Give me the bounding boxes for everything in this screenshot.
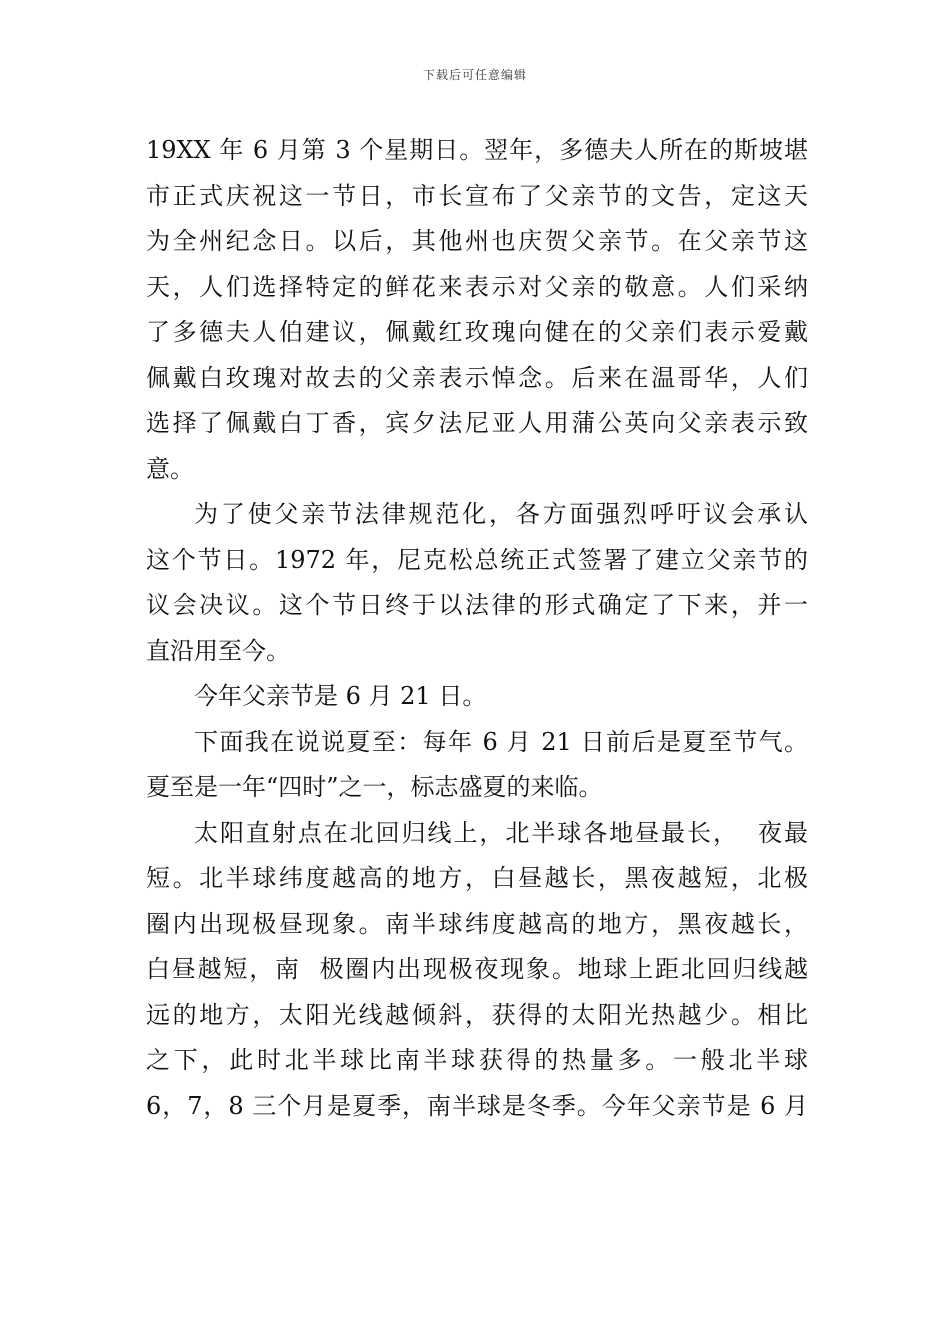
text-line: 天，人们选择特定的鲜花来表示对父亲的敬意。人们采纳 xyxy=(146,272,808,301)
paragraph-5 xyxy=(146,811,808,1130)
text-line: 佩戴白玫瑰对故去的父亲表示悼念。后来在温哥华，人们 xyxy=(146,363,808,392)
text-line: 白昼越短，南 极圈内出现极夜现象。地球上距北回归线越 xyxy=(146,955,808,983)
text-line: 意。 xyxy=(146,454,194,483)
paragraph-1 xyxy=(146,128,808,492)
text-line: 为全州纪念日。以后，其他州也庆贺父亲节。在父亲节这 xyxy=(146,227,808,255)
paragraph-3 xyxy=(146,674,808,720)
paragraph-4 xyxy=(146,720,808,811)
text-line: 6，7，8 三个月是夏季，南半球是冬季。今年父亲节是 6 月 xyxy=(146,1091,808,1120)
text-line: 了多德夫人伯建议，佩戴红玫瑰向健在的父亲们表示爱戴 xyxy=(146,318,808,346)
text-line: 远的地方，太阳光线越倾斜，获得的太阳光热越少。相比 xyxy=(146,1000,808,1029)
text-line: 这个节日。1972 年，尼克松总统正式签署了建立父亲节的 xyxy=(146,545,808,574)
text-line: 太阳直射点在北回归线上，北半球各地昼最长， 夜最 xyxy=(194,818,808,847)
text-line: 圈内出现极昼现象。南半球纬度越高的地方，黑夜越长， xyxy=(146,909,808,938)
text-line: 19XX 年 6 月第 3 个星期日。翌年，多德夫人所在的斯坡堪 xyxy=(146,136,808,164)
text-line: 为了使父亲节法律规范化，各方面强烈呼吁议会承认 xyxy=(194,500,808,528)
document-body xyxy=(146,128,808,1129)
text-line: 选择了佩戴白丁香，宾夕法尼亚人用蒲公英向父亲表示致 xyxy=(146,409,808,437)
text-line: 之下，此时北半球比南半球获得的热量多。一般北半球 xyxy=(146,1046,808,1074)
text-line: 市正式庆祝这一节日，市长宣布了父亲节的文告，定这天 xyxy=(146,181,808,210)
text-line: 短。北半球纬度越高的地方，白昼越长，黑夜越短，北极 xyxy=(146,864,808,892)
paragraph-2 xyxy=(146,492,808,674)
page-header: 下载后可任意编辑 xyxy=(422,68,527,82)
text-line: 议会决议。这个节日终于以法律的形式确定了下来，并一 xyxy=(146,591,808,619)
text-line: 今年父亲节是 6 月 21 日。 xyxy=(194,682,487,710)
text-line: 下面我在说说夏至：每年 6 月 21 日前后是夏至节气。 xyxy=(194,727,808,756)
text-line: 直沿用至今。 xyxy=(146,636,290,665)
text-line: 夏至是一年“四时”之一，标志盛夏的来临。 xyxy=(146,773,603,801)
